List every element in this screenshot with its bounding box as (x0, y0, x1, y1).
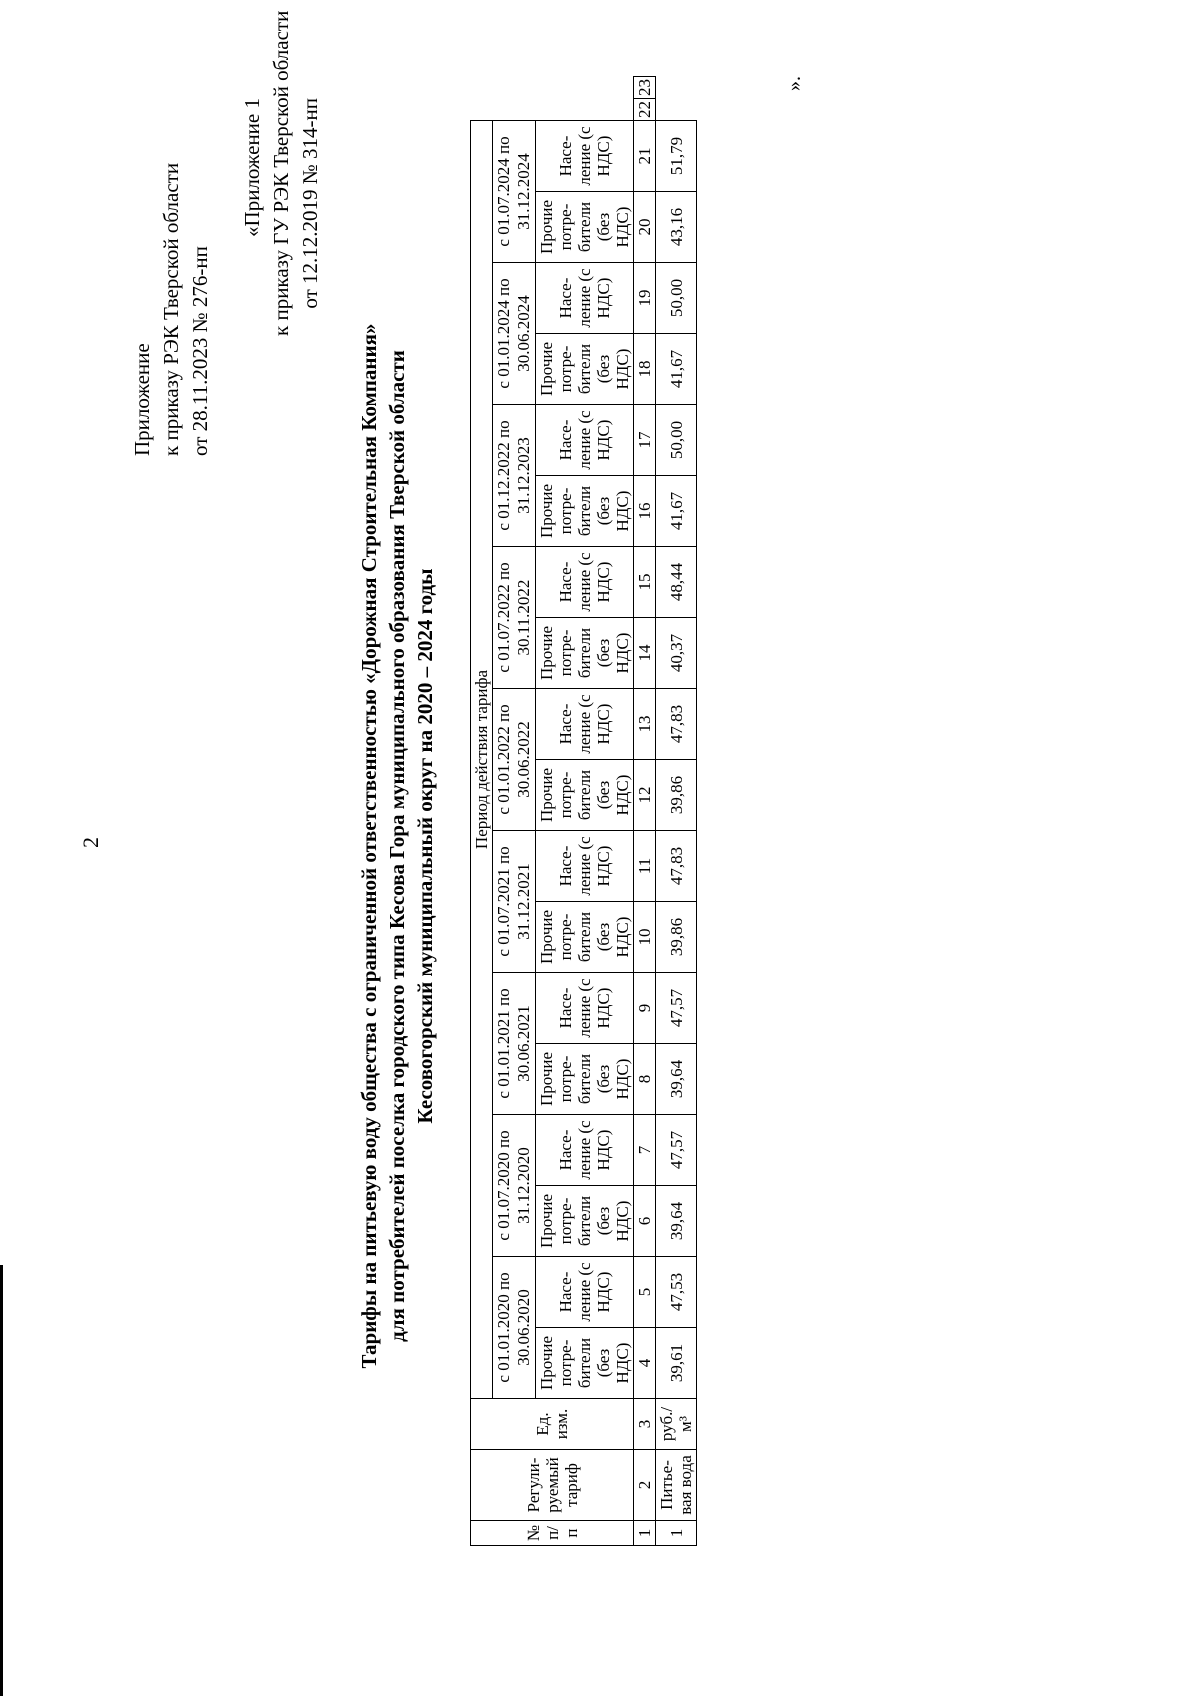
original-appendix-line-1: «Приложение 1 (240, 98, 264, 237)
original-appendix-line-2: к приказу ГУ РЭК Тверской области (269, 10, 293, 336)
page-number: 2 (78, 837, 103, 848)
tariff-value-cell: 50,00 (656, 263, 697, 334)
column-number-cell: 15 (634, 547, 656, 618)
subheader-other-consumers: Прочие потре-бители (без НДС) (536, 192, 634, 263)
table-header-row-periods (493, 77, 536, 1546)
column-number-cell: 5 (634, 1257, 656, 1328)
appendix-line-2: к приказу РЭК Тверской области (159, 162, 183, 456)
appendix-block (128, 163, 215, 456)
subheader-other-consumers: Прочие потре-бители (без НДС) (536, 334, 634, 405)
tariff-table (470, 76, 697, 1546)
title-line-2: для потребителей поселка городского типа Кесова Гора муниципального образования Тверской области (385, 350, 409, 1342)
column-number-cell: 3 (634, 1399, 656, 1450)
tariff-value-cell: 39,61 (656, 1328, 697, 1399)
period-cell: с 01.01.2022 по 30.06.2022 (493, 689, 536, 831)
column-number-cell: 6 (634, 1186, 656, 1257)
tariff-value-cell: 41,67 (656, 476, 697, 547)
period-cell: с 01.07.2022 по 30.11.2022 (493, 547, 536, 689)
header-no: № п/п (471, 1521, 634, 1546)
tariff-value-cell: 51,79 (656, 121, 697, 192)
column-number-cell: 18 (634, 334, 656, 405)
title-line-3: Кесовогорский муниципальный округ на 2020 – 2024 годы (413, 568, 437, 1124)
tariff-value-cell: 39,64 (656, 1044, 697, 1115)
subheader-population: Насе-ление (с НДС) (536, 263, 634, 334)
header-unit: Ед. изм. (471, 1399, 634, 1450)
column-number-cell: 21 (634, 121, 656, 192)
subheader-population: Насе-ление (с НДС) (536, 1115, 634, 1186)
column-number-cell: 13 (634, 689, 656, 760)
tariff-value-cell: 41,67 (656, 334, 697, 405)
subheader-population: Насе-ление (с НДС) (536, 121, 634, 192)
subheader-other-consumers: Прочие потре-бители (без НДС) (536, 902, 634, 973)
column-number-cell: 16 (634, 476, 656, 547)
column-number-cell: 9 (634, 973, 656, 1044)
subheader-population: Насе-ление (с НДС) (536, 1257, 634, 1328)
column-number-cell: 1 (634, 1521, 656, 1546)
subheader-population: Насе-ление (с НДС) (536, 405, 634, 476)
subheader-other-consumers: Прочие потре-бители (без НДС) (536, 618, 634, 689)
original-appendix-block (238, 10, 325, 336)
tariff-value-cell: 47,57 (656, 973, 697, 1044)
column-number-cell: 11 (634, 831, 656, 902)
column-number-cell: 8 (634, 1044, 656, 1115)
column-number-cell: 20 (634, 192, 656, 263)
header-period: Период действия тарифа (471, 121, 493, 1399)
period-cell: с 01.07.2021 по 31.12.2021 (493, 831, 536, 973)
tariff-value-cell: 43,16 (656, 192, 697, 263)
title-line-1: Тарифы на питьевую воду общества с ограниченной ответственностью «Дорожная Строительная Компания» (357, 323, 381, 1369)
tariff-value-cell: 48,44 (656, 547, 697, 618)
tariff-value-cell: 39,86 (656, 760, 697, 831)
column-number-cell: 22 (634, 99, 656, 121)
period-cell: с 01.01.2021 по 30.06.2021 (493, 973, 536, 1115)
appendix-line-1: Приложение (130, 343, 154, 456)
header-tariff: Регули-руемый тариф (471, 1450, 634, 1521)
period-cell: с 01.01.2024 по 30.06.2024 (493, 263, 536, 405)
period-cell: с 01.07.2024 по 31.12.2024 (493, 121, 536, 263)
subheader-other-consumers: Прочие потре-бители (без НДС) (536, 760, 634, 831)
original-appendix-line-3: от 12.12.2019 № 314-нп (298, 98, 322, 309)
table-column-numbers-row (634, 77, 656, 1546)
tariff-value-cell: 39,64 (656, 1186, 697, 1257)
column-number-cell: 10 (634, 902, 656, 973)
row-tariff-cell: Питье-вая вода (656, 1450, 697, 1521)
tariff-value-cell: 47,57 (656, 1115, 697, 1186)
subheader-population: Насе-ление (с НДС) (536, 831, 634, 902)
column-number-cell: 12 (634, 760, 656, 831)
column-number-cell: 14 (634, 618, 656, 689)
appendix-line-3: от 28.11.2023 № 276-нп (188, 246, 212, 456)
column-number-cell: 4 (634, 1328, 656, 1399)
column-number-cell: 7 (634, 1115, 656, 1186)
table-header-row-consumers (536, 77, 634, 1546)
table-row (656, 77, 697, 1546)
column-number-cell: 2 (634, 1450, 656, 1521)
subheader-other-consumers: Прочие потре-бители (без НДС) (536, 476, 634, 547)
tariff-value-cell: 47,83 (656, 689, 697, 760)
period-cell: с 01.12.2022 по 31.12.2023 (493, 405, 536, 547)
column-number-cell: 23 (634, 77, 656, 99)
row-unit-cell: руб./м³ (656, 1399, 697, 1450)
subheader-population: Насе-ление (с НДС) (536, 973, 634, 1044)
subheader-other-consumers: Прочие потре-бители (без НДС) (536, 1186, 634, 1257)
document-title (355, 296, 439, 1396)
tariff-value-cell: 39,86 (656, 902, 697, 973)
closing-quote-mark: ». (783, 76, 805, 91)
column-number-cell: 17 (634, 405, 656, 476)
table-header-row-1 (471, 77, 493, 1546)
period-cell: с 01.07.2020 по 31.12.2020 (493, 1115, 536, 1257)
tariff-value-cell: 50,00 (656, 405, 697, 476)
tariff-value-cell: 47,83 (656, 831, 697, 902)
tariff-value-cell: 40,37 (656, 618, 697, 689)
subheader-population: Насе-ление (с НДС) (536, 547, 634, 618)
tariff-value-cell: 47,53 (656, 1257, 697, 1328)
subheader-population: Насе-ление (с НДС) (536, 689, 634, 760)
column-number-cell: 19 (634, 263, 656, 334)
row-number-cell: 1 (656, 1521, 697, 1546)
subheader-other-consumers: Прочие потре-бители (без НДС) (536, 1328, 634, 1399)
period-cell: с 01.01.2020 по 30.06.2020 (493, 1257, 536, 1399)
subheader-other-consumers: Прочие потре-бители (без НДС) (536, 1044, 634, 1115)
